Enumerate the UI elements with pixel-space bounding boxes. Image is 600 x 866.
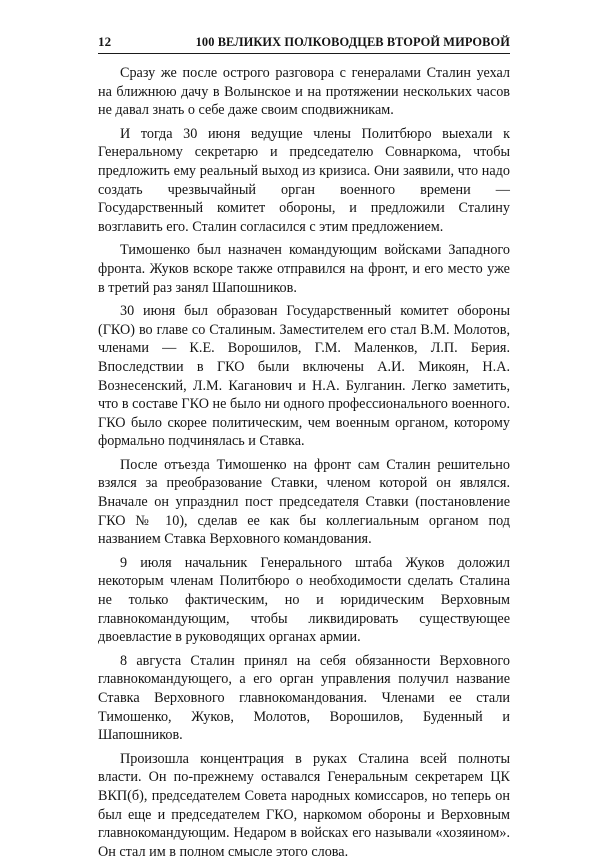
paragraph-2: И тогда 30 июня ведущие члены Политбюро выехали к Генеральному секретарю и председателю Совнаркома, чтобы предложить ему реальный выход из кризиса. Они заявили, что надо создать чрезвычайный орган военного времени — Государственный комитет обороны, и предложили Сталину возглавить его. Сталин согласился с этим предложением.	[98, 125, 510, 235]
running-title: 100 ВЕЛИКИХ ПОЛКОВОДЦЕВ ВТОРОЙ МИРОВОЙ	[195, 35, 510, 49]
paragraph-4: 30 июня был образован Государственный комитет обороны (ГКО) во главе со Сталиным. Заместителем его стал В.М. Молотов, членами — К.Е. Ворошилов, Г.М. Маленков, Л.П. Берия. Впоследствии в ГКО были включены А.И. Микоян, Н.А. Вознесенский, Л.М. Каганович и Н.А. Булганин. Легко заметить, что в составе ГКО не было ни одного профессионального военного. ГКО было скорее политическим, чем военным органом, которому формально подчинялась и Ставка.	[98, 303, 510, 450]
paragraph-7: 8 августа Сталин принял на себя обязанности Верховного главнокомандующего, а его орган управления получил название Ставка Верховного главнокомандования. Членами ее стали Тимошенко, Жуков, Молотов, Ворошилов, Буденный и Шапошников.	[98, 652, 510, 744]
book-page	[98, 34, 510, 866]
paragraph-8: Произошла концентрация в руках Сталина всей полноты власти. Он по-прежнему оставался Генеральным секретарем ЦК ВКП(б), председателем Совета народных комиссаров, но теперь он был еще и председателем ГКО, наркомом обороны и Верховным главнокомандующим. Недаром в войсках его называли «хозяином». Он стал им в полном смысле этого слова.	[98, 750, 510, 860]
paragraph-5: После отъезда Тимошенко на фронт сам Сталин решительно взялся за преобразование Ставки, членом которой он являлся. Вначале он упразднил пост председателя Ставки (постановление ГКО № 10), сделав ее как бы коллегиальным органом под названием Ставка Верховного командования.	[98, 456, 510, 548]
paragraph-1: Сразу же после острого разговора с генералами Сталин уехал на ближнюю дачу в Волынское и на протяжении нескольких часов не давал знать о себе даже своим сподвижникам.	[98, 65, 510, 119]
paragraph-3: Тимошенко был назначен командующим войсками Западного фронта. Жуков вскоре также отправился на фронт, и его место уже в третий раз занял Шапошников.	[98, 242, 510, 296]
page-header	[98, 34, 510, 54]
page-number: 12	[98, 34, 112, 49]
body-text	[98, 64, 510, 861]
paragraph-6: 9 июля начальник Генерального штаба Жуков доложил некоторым членам Политбюро о необходимости сделать Сталина не только фактическим, но и юридическим Верховным главнокомандующим, чтобы ликвидировать существующее двоевластие в руководящих органах армии.	[98, 554, 510, 646]
